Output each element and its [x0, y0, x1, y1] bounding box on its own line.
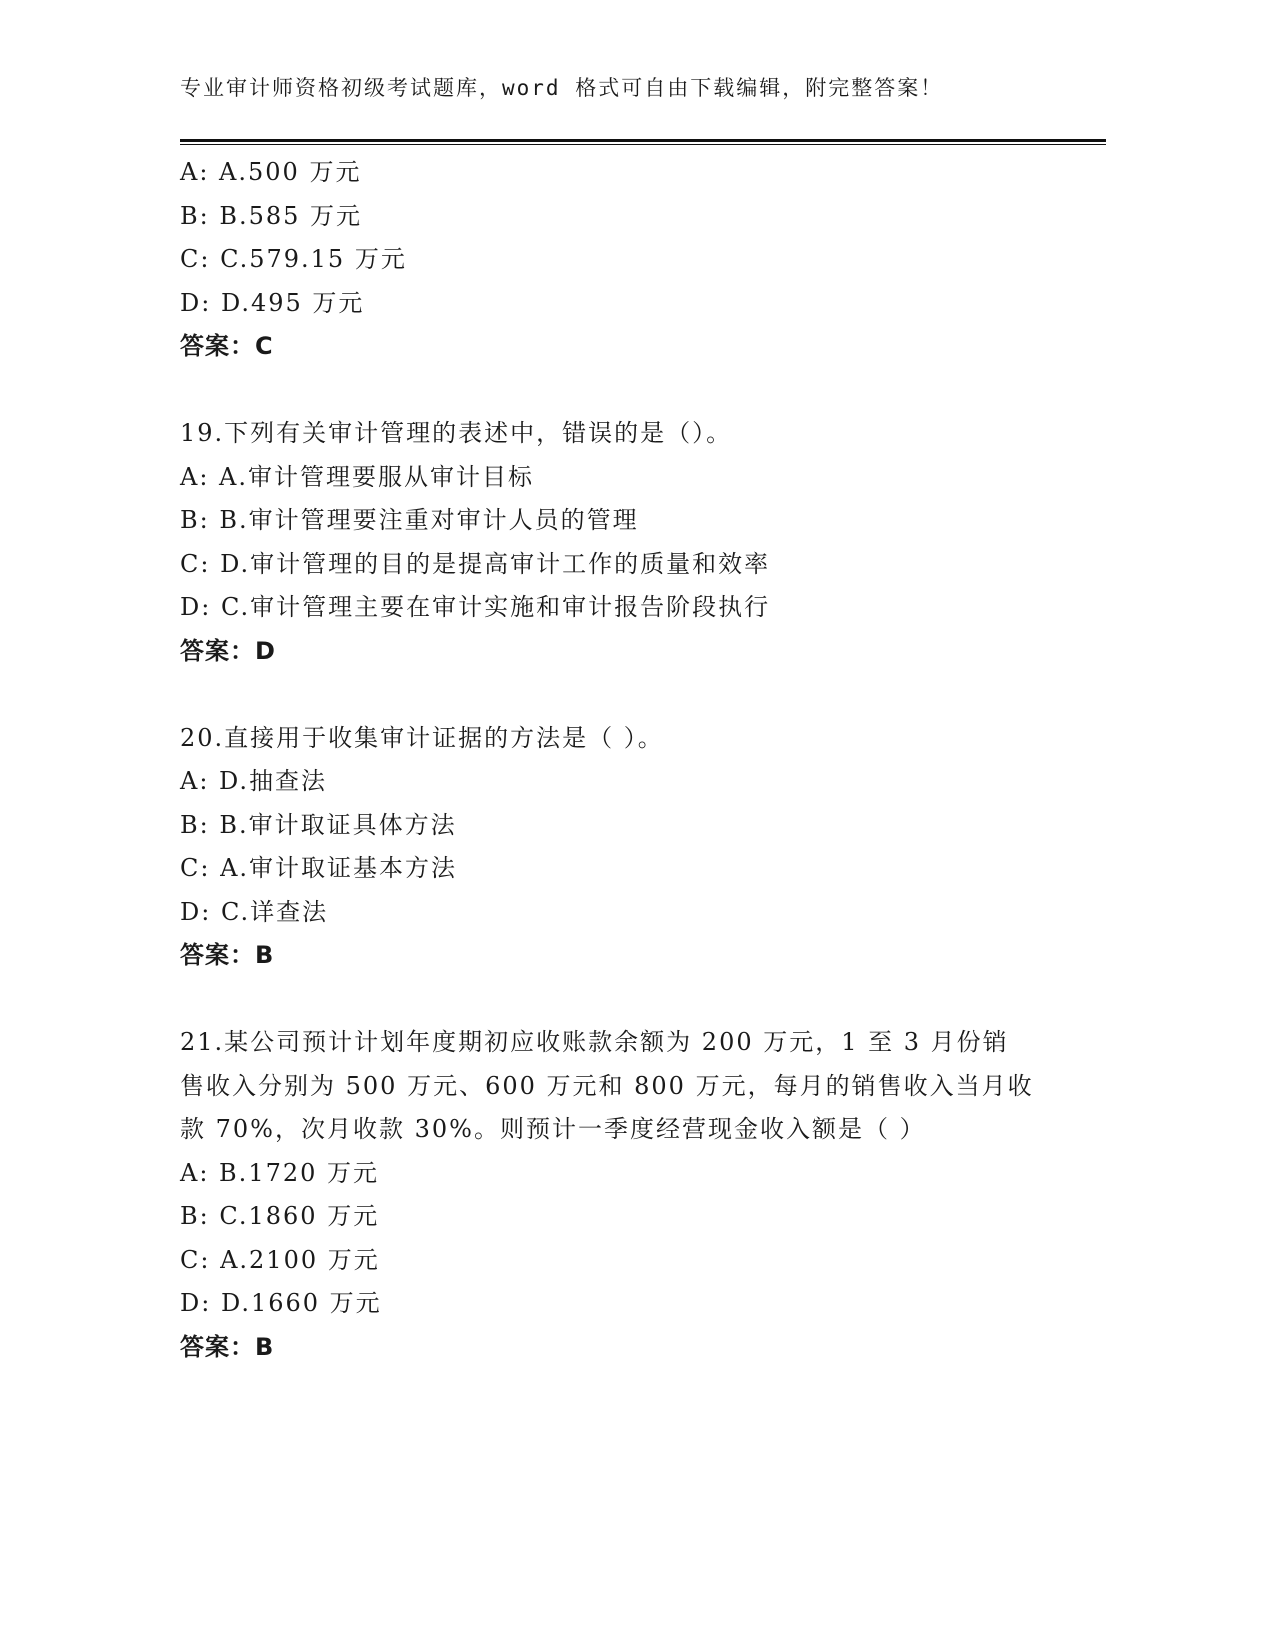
option-a: A: D.抽查法	[180, 767, 328, 795]
question-19	[180, 412, 1060, 673]
option-b: B: B.审计取证具体方法	[180, 810, 457, 839]
question-text: 20.直接用于收集审计证据的方法是（ ）。	[180, 723, 664, 752]
option-c: C: C.579.15 万元	[180, 245, 407, 273]
spacer	[180, 978, 1060, 1022]
question-text: 19.下列有关审计管理的表述中，错误的是（）。	[180, 419, 733, 447]
option-b: B: C.1860 万元	[180, 1202, 380, 1230]
answer: 答案：D	[180, 636, 276, 665]
option-d: D: D.495 万元	[180, 288, 365, 317]
option-d: D: D.1660 万元	[180, 1289, 382, 1317]
answer: 答案：C	[180, 332, 274, 360]
question-21	[180, 1021, 1060, 1369]
option-c: C: D.审计管理的目的是提高审计工作的质量和效率	[180, 549, 771, 578]
question-text-line: 售收入分别为 500 万元、600 万元和 800 万元，每月的销售收入当月收	[180, 1071, 1034, 1100]
answer: 答案：B	[180, 1332, 275, 1361]
spacer	[180, 369, 1060, 413]
question-text-line: 款 70%，次月收款 30%。则预计一季度经营现金收入额是（ ）	[180, 1115, 926, 1143]
option-a: A: A.审计管理要服从审计目标	[180, 462, 535, 491]
option-a: A: A.500 万元	[180, 158, 362, 186]
question-text-line: 21.某公司预计计划年度期初应收账款余额为 200 万元，1 至 3 月份销	[180, 1028, 1009, 1056]
option-b: B: B.585 万元	[180, 201, 363, 230]
question-18	[180, 151, 1060, 369]
header-rule-thick	[180, 139, 1106, 142]
header-rule-thin	[180, 144, 1106, 145]
option-d: D: C.详查法	[180, 897, 329, 926]
spacer	[180, 673, 1060, 717]
option-a: A: B.1720 万元	[180, 1158, 380, 1187]
option-d: D: C.审计管理主要在审计实施和审计报告阶段执行	[180, 593, 771, 621]
option-c: C: A.审计取证基本方法	[180, 854, 458, 882]
option-b: B: B.审计管理要注重对审计人员的管理	[180, 506, 639, 534]
question-20	[180, 717, 1060, 978]
question-list	[180, 151, 1060, 1369]
option-c: C: A.2100 万元	[180, 1245, 380, 1274]
page-header: 专业审计师资格初级考试题库，word 格式可自由下载编辑，附完整答案！	[180, 76, 944, 100]
answer: 答案：B	[180, 941, 275, 969]
